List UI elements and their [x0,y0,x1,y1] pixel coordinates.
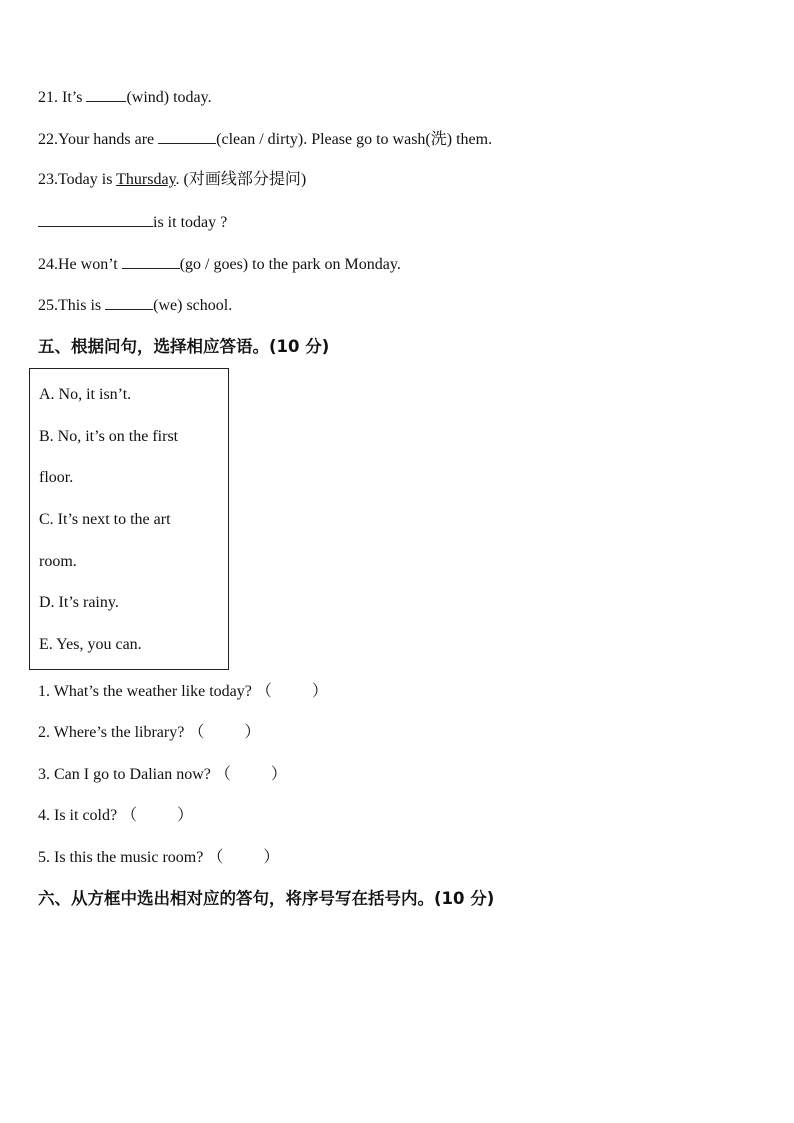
fill-in-24 [38,254,401,275]
answer-bracket[interactable] [188,723,260,743]
open-bracket: （ [188,724,205,741]
option-c-cont: room. [39,553,77,570]
item-text-before: He won’t [58,256,118,273]
option-c: C. It’s next to the art [39,511,171,528]
close-bracket: ） [311,683,328,700]
answer-bracket[interactable] [121,806,193,826]
item-number: 22. [38,131,58,148]
underlined-word: Thursday [116,171,176,188]
open-bracket: （ [214,766,231,783]
fill-in-22 [38,129,492,150]
question-text: 3. Can I go to Dalian now? [38,766,211,783]
answer-blank[interactable] [86,87,126,102]
item-number: 21. [38,89,58,106]
answer-blank[interactable] [158,129,216,144]
item-text-after: (go / goes) to the park on Monday. [179,256,401,273]
fill-in-23 [38,170,306,190]
fill-in-21 [38,87,212,108]
question-text: 4. Is it cold? [38,807,118,824]
close-bracket: ） [263,849,280,866]
option-b: B. No, it’s on the first [39,428,179,445]
answer-blank[interactable] [38,212,153,227]
item-number: 24. [38,256,58,273]
close-bracket: ） [177,807,194,824]
option-b-cont: floor. [39,469,74,486]
fill-in-23-answer-line [38,212,227,233]
question-1 [38,682,328,702]
item-text-after: is it today ? [153,214,228,231]
open-bracket: （ [207,849,224,866]
item-text-after: (wind) today. [126,89,212,106]
item-text-before: It’s [62,89,83,106]
question-4 [38,806,193,826]
item-text-before: This is [58,297,102,314]
item-text-after: (clean / dirty). Please go to wash(洗) them. [216,131,493,148]
answer-options-box [29,368,229,670]
question-3 [38,765,287,785]
question-text: 1. What’s the weather like today? [38,683,252,700]
item-text-after: . (对画线部分提问) [175,171,307,188]
question-text: 2. Where’s the library? [38,724,185,741]
item-text-after: (we) school. [153,297,233,314]
item-text-before: Your hands are [58,131,155,148]
option-d: D. It’s rainy. [39,594,119,611]
option-a: A. No, it isn’t. [39,386,132,403]
option-e: E. Yes, you can. [39,636,142,653]
item-number: 25. [38,297,58,314]
open-bracket: （ [121,807,138,824]
question-5 [38,848,279,868]
section5-heading: 五、根据问句，选择相应答语。(10 分) [38,337,330,356]
question-2 [38,723,260,743]
fill-in-25 [38,295,232,316]
open-bracket: （ [255,683,272,700]
answer-blank[interactable] [105,295,153,310]
answer-blank[interactable] [122,254,180,269]
close-bracket: ） [244,724,261,741]
answer-bracket[interactable] [215,765,287,785]
item-number: 23. [38,171,58,188]
close-bracket: ） [270,766,287,783]
answer-bracket[interactable] [207,848,279,868]
answer-bracket[interactable] [256,682,328,702]
section6-heading: 六、从方框中选出相对应的答句，将序号写在括号内。(10 分) [38,889,495,908]
item-text-before: Today is [58,171,113,188]
question-text: 5. Is this the music room? [38,849,204,866]
